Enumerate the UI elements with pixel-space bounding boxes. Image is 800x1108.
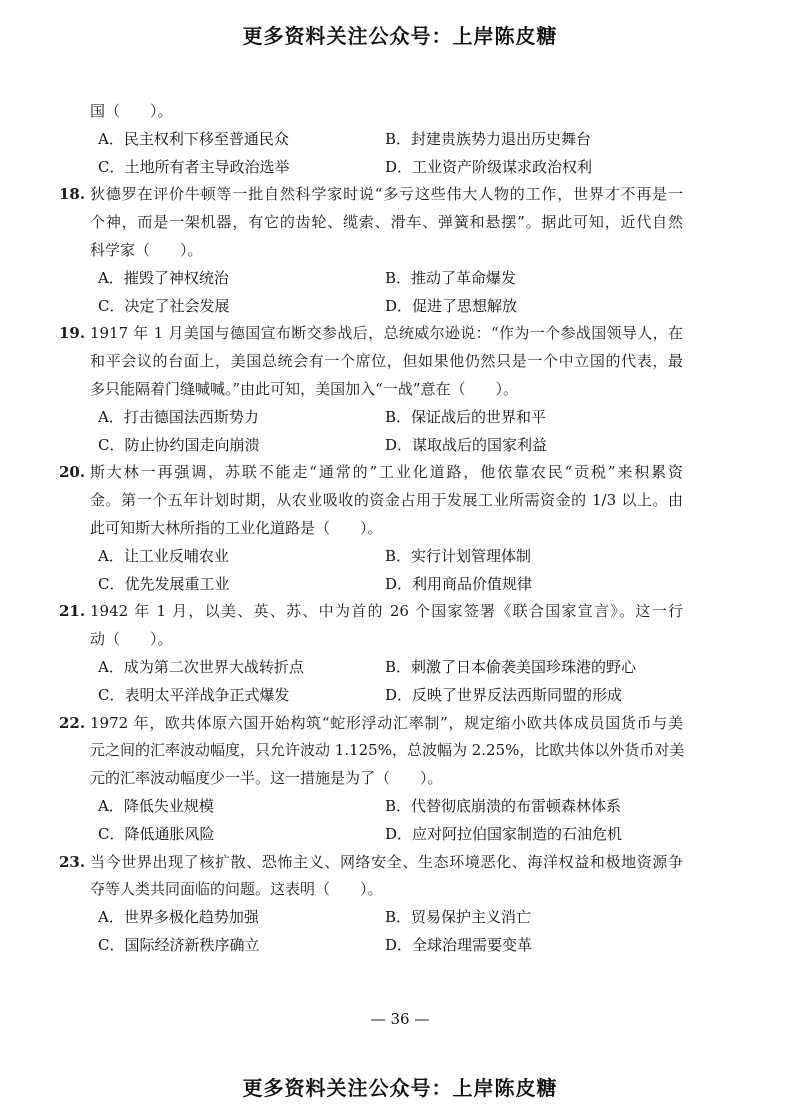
footer-banner: 更多资料关注公众号：上岸陈皮糖 xyxy=(242,1076,558,1100)
q19-option-a[interactable]: A．打击德国法西斯势力 xyxy=(98,407,259,426)
q18-option-b[interactable]: B．推动了革命爆发 xyxy=(385,268,517,287)
q23-option-b[interactable]: B．贸易保护主义消亡 xyxy=(385,908,532,927)
q20-option-c[interactable]: C．优先发展重工业 xyxy=(98,574,230,593)
q21-options-row-2 xyxy=(90,682,685,710)
q20-options-row-1 xyxy=(90,543,685,571)
q22-number: 22. xyxy=(59,713,86,732)
q19-option-c[interactable]: C．防止协约国走向崩溃 xyxy=(98,435,260,454)
q19-stem-line-3: 多只能隔着门缝喊喊。”由此可知，美国加入“一战”意在（ ）。 xyxy=(90,379,519,398)
q18-option-d[interactable]: D．促进了思想解放 xyxy=(385,296,518,315)
q23-options-row-2 xyxy=(90,932,685,960)
q22-stem-line-1: 22. 1972 年，欧共体原六国开始构筑“蛇形浮动汇率制”，规定缩小欧共体成员国货币与美 xyxy=(90,710,685,738)
q22-option-a[interactable]: A．降低失业规模 xyxy=(98,796,214,815)
q22-option-c[interactable]: C．降低通胀风险 xyxy=(98,824,215,843)
q23-stem-line-2: 夺等人类共同面临的问题。这表明（ ）。 xyxy=(90,880,383,899)
q18-stem-line-1: 18. 狄德罗在评价牛顿等一批自然科学家时说“多亏这些伟大人物的工作，世界才不再是一 xyxy=(90,181,685,209)
header-banner: 更多资料关注公众号：上岸陈皮糖 xyxy=(242,24,558,48)
q21-option-d[interactable]: D．反映了世界反法西斯同盟的形成 xyxy=(385,685,623,704)
q17-option-d[interactable]: D．工业资产阶级谋求政治权利 xyxy=(385,157,593,176)
q18-stem-line-2: 个神，而是一架机器，有它的齿轮、缆索、滑车、弹簧和悬摆”。据此可知，近代自然 xyxy=(90,213,683,232)
q19-option-b[interactable]: B．保证战后的世界和平 xyxy=(385,407,547,426)
q23-option-d[interactable]: D．全球治理需要变革 xyxy=(385,935,533,954)
q17-stem-tail: 国（ ）。 xyxy=(90,102,173,120)
q18-options-row-1 xyxy=(90,265,685,293)
q23-stem-line-1: 23. 当今世界出现了核扩散、恐怖主义、网络安全、生态环境恶化、海洋权益和极地资源争 xyxy=(90,849,685,877)
q18-options-row-2 xyxy=(90,293,685,321)
q23-options-row-1 xyxy=(90,904,685,932)
q17-options-row-1 xyxy=(90,126,685,154)
q19-number: 19. xyxy=(59,324,86,343)
q22-option-b[interactable]: B．代替彻底崩溃的布雷顿森林体系 xyxy=(385,796,622,815)
q22-stem-line-2: 元之间的汇率波动幅度，只允许波动 1.125%，总波幅为 2.25%，比欧共体以外货币对美 xyxy=(90,741,685,760)
q20-option-a[interactable]: A．让工业反哺农业 xyxy=(98,546,229,565)
q22-options-row-1 xyxy=(90,793,685,821)
q21-stem-line-1: 21. 1942 年 1 月，以美、英、苏、中为首的 26 个国家签署《联合国家宣言》。这一行 xyxy=(90,598,685,626)
q23-option-c[interactable]: C．国际经济新秩序确立 xyxy=(98,935,260,954)
q17-options-row-2 xyxy=(90,154,685,182)
q22-options-row-2 xyxy=(90,821,685,849)
q23-option-a[interactable]: A．世界多极化趋势加强 xyxy=(98,908,259,927)
q23-number: 23. xyxy=(59,852,86,871)
q21-option-c[interactable]: C．表明太平洋战争正式爆发 xyxy=(98,685,290,704)
q20-number: 20. xyxy=(59,463,86,482)
q20-option-d[interactable]: D．利用商品价值规律 xyxy=(385,574,533,593)
q22-option-d[interactable]: D．应对阿拉伯国家制造的石油危机 xyxy=(385,824,623,843)
q20-option-b[interactable]: B．实行计划管理体制 xyxy=(385,546,532,565)
q21-option-a[interactable]: A．成为第二次世界大战转折点 xyxy=(98,657,304,676)
q18-option-c[interactable]: C．决定了社会发展 xyxy=(98,296,230,315)
question-list xyxy=(59,98,685,960)
q18-option-a[interactable]: A．摧毁了神权统治 xyxy=(98,268,229,287)
q17-option-a[interactable]: A．民主权利下移至普通民众 xyxy=(98,129,289,148)
q19-stem-line-2: 和平会议的台面上，美国总统会有一个席位，但如果他仍然只是一个中立国的代表，最 xyxy=(90,352,683,371)
q22-stem-line-3: 元的汇率波动幅度少一半。这一措施是为了（ ）。 xyxy=(90,769,443,788)
page-number: — 36 — xyxy=(370,1010,430,1028)
q19-options-row-1 xyxy=(90,404,685,432)
q18-number: 18. xyxy=(59,185,86,204)
q19-stem-line-1: 19. 1917 年 1 月美国与德国宣布断交参战后，总统威尔逊说：“作为一个参战国领导人，在 xyxy=(90,320,685,348)
q19-option-d[interactable]: D．谋取战后的国家利益 xyxy=(385,435,548,454)
q17-option-c[interactable]: C．土地所有者主导政治选举 xyxy=(98,157,290,176)
q21-stem-line-2: 动（ ）。 xyxy=(90,630,173,649)
q19-options-row-2 xyxy=(90,432,685,460)
q21-option-b[interactable]: B．刺激了日本偷袭美国珍珠港的野心 xyxy=(385,657,637,676)
q17-option-b[interactable]: B．封建贵族势力退出历史舞台 xyxy=(385,129,592,148)
q21-options-row-1 xyxy=(90,654,685,682)
q20-stem-line-2: 金。第一个五年计划时期，从农业吸收的资金占用于发展工业所需资金的 1/3 以上。由 xyxy=(90,491,683,510)
q20-stem-line-3: 此可知斯大林所指的工业化道路是（ ）。 xyxy=(90,518,383,537)
q21-number: 21. xyxy=(59,602,86,621)
q20-stem-line-1: 20. 斯大林一再强调，苏联不能走“通常的”工业化道路，他依靠农民“贡税”来积累资 xyxy=(90,459,685,487)
q20-options-row-2 xyxy=(90,571,685,599)
q18-stem-line-3: 科学家（ ）。 xyxy=(90,240,203,259)
